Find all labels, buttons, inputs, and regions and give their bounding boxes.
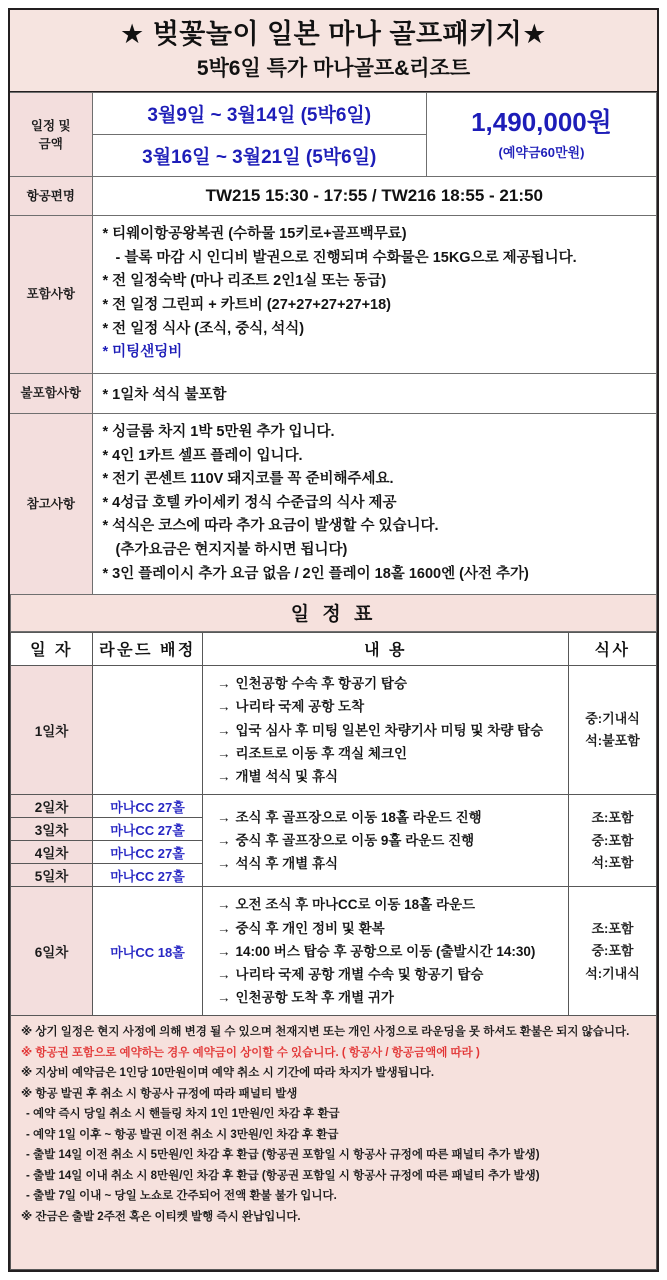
note-line: ※ 지상비 예약금은 1인당 10만원이며 예약 취소 시 기간에 따라 차지가 발생됩니다. <box>21 1067 435 1080</box>
content-line: → 리조트로 이동 후 객실 체크인 <box>217 745 407 761</box>
star-left-icon: ★ <box>119 19 145 49</box>
content-line: → 중식 후 개인 정비 및 환복 <box>217 920 385 936</box>
content-line: → 인천공항 도착 후 개별 귀가 <box>217 990 394 1006</box>
flight-value: TW215 15:30 - 17:55 / TW216 18:55 - 21:50 <box>92 177 657 216</box>
meal-line: 조:포함 <box>591 810 634 826</box>
column-header-meal: 식사 <box>569 633 657 666</box>
list-item: * 미팅샌딩비 <box>102 344 183 361</box>
list-item: * 전기 콘센트 110V 돼지코를 꼭 준비해주세요. <box>102 471 394 488</box>
column-header-round: 라운드 배정 <box>93 633 203 666</box>
label-notes: 참고사항 <box>10 413 92 594</box>
round-assignment: 마나CC 18홀 <box>93 887 203 1016</box>
title-block <box>10 10 657 92</box>
round-assignment: 마나CC 27홀 <box>93 864 203 887</box>
content-line: → 개별 석식 및 휴식 <box>217 769 339 785</box>
notes-list <box>92 413 657 594</box>
list-item: - 블록 마감 시 인디비 발권으로 진행되며 수화물은 15KG으로 제공됩니다. <box>115 249 577 266</box>
round-assignment <box>93 666 203 795</box>
note-line: ※ 상기 일정은 현지 사정에 의해 변경 될 수 있으며 천재지변 또는 개인 사정으로 라운딩을 못 하셔도 환불은 되지 않습니다. <box>21 1026 630 1039</box>
page-subtitle: 5박6일 특가 마나골프&리조트 <box>196 56 471 80</box>
schedule-band-title: 일 정 표 <box>10 595 657 632</box>
included-list <box>92 216 657 374</box>
table-row-notes <box>10 413 657 594</box>
day-meals <box>569 887 657 1016</box>
meal-line: 석:포함 <box>591 855 634 871</box>
list-item: * 4인 1카트 셀프 플레이 입니다. <box>102 447 303 464</box>
content-line: → 오전 조식 후 마나CC로 이동 18홀 라운드 <box>217 897 476 913</box>
meal-line: 중:포함 <box>591 943 634 959</box>
content-line: → 14:00 버스 탑승 후 공항으로 이동 (출발시간 14:30) <box>217 943 536 959</box>
list-item: * 전 일정 식사 (조식, 중식, 석식) <box>102 320 305 337</box>
table-row-excluded <box>10 373 657 413</box>
arrow-icon: → <box>217 833 231 849</box>
label-flight: 항공편명 <box>10 177 92 216</box>
arrow-icon: → <box>217 769 231 785</box>
table-row <box>11 887 657 1016</box>
table-row <box>11 666 657 795</box>
content-line: → 조식 후 골프장으로 이동 18홀 라운드 진행 <box>217 810 482 826</box>
arrow-icon: → <box>217 856 231 872</box>
label-schedule-amount <box>10 93 92 177</box>
arrow-icon: → <box>217 920 231 936</box>
date-option-2: 3월16일 ~ 3월21일 (5박6일) <box>92 135 427 177</box>
list-item: * 싱글룸 차지 1박 5만원 추가 입니다. <box>102 423 335 440</box>
day-label: 2일차 <box>11 795 93 818</box>
note-line: ※ 잔금은 출발 2주전 혹은 이티켓 발행 즉시 완납입니다. <box>21 1210 301 1223</box>
deposit-amount: (예약금60만원) <box>498 144 585 160</box>
meal-line: 중:포함 <box>591 832 634 848</box>
star-right-icon: ★ <box>522 19 548 49</box>
arrow-icon: → <box>217 943 231 959</box>
title-text: 벚꽃놀이 일본 마나 골프패키지 <box>152 19 523 49</box>
day-content <box>203 795 569 887</box>
round-assignment: 마나CC 27홀 <box>93 841 203 864</box>
list-item: * 티웨이항공왕복권 (수하물 15키로+골프백무료) <box>102 226 407 243</box>
table-row-flight <box>10 177 657 216</box>
day-meals <box>569 666 657 795</box>
excluded-value: * 1일차 석식 불포함 <box>92 373 657 413</box>
list-item: (추가요금은 현지지불 하시면 됩니다) <box>115 542 348 558</box>
round-assignment: 마나CC 27홀 <box>93 795 203 818</box>
day-content <box>203 666 569 795</box>
note-line: - 예약 1일 이후 ~ 항공 발권 이전 취소 시 3만원/인 차감 후 환급 <box>26 1128 339 1141</box>
table-row-included <box>10 216 657 374</box>
arrow-icon: → <box>217 990 231 1006</box>
content-line: → 나리타 국제 공항 도착 <box>217 699 365 715</box>
day-label: 1일차 <box>11 666 93 795</box>
list-item: * 석식은 코스에 따라 추가 요금이 발생할 수 있습니다. <box>102 518 439 535</box>
column-header-content: 내 용 <box>203 633 569 666</box>
list-item: * 전 일정숙박 (마나 리조트 2인1실 또는 동급) <box>102 273 387 290</box>
meal-line: 조:포함 <box>591 920 634 936</box>
page-title <box>14 18 653 51</box>
content-line: → 석식 후 개별 휴식 <box>217 856 339 872</box>
content-line: → 입국 심사 후 미팅 일본인 차량기사 미팅 및 차량 탑승 <box>217 722 544 738</box>
price-amount: 1,490,000원 <box>471 107 612 138</box>
list-item: * 3인 플레이시 추가 요금 없음 / 2인 플레이 18홀 1600엔 (사전 추가) <box>102 565 529 582</box>
table-row-schedule-price <box>10 93 657 135</box>
day-meals <box>569 795 657 887</box>
date-option-1: 3월9일 ~ 3월14일 (5박6일) <box>92 93 427 135</box>
arrow-icon: → <box>217 699 231 715</box>
info-table <box>10 92 657 595</box>
day-label: 3일차 <box>11 818 93 841</box>
column-header-day: 일 자 <box>11 633 93 666</box>
arrow-icon: → <box>217 897 231 913</box>
note-line: - 출발 14일 이전 취소 시 5만원/인 차감 후 환급 (항공권 포함일 시 항공사 규정에 따른 패널티 추가 발생) <box>26 1149 540 1162</box>
table-row <box>11 795 657 818</box>
note-line: ※ 항공 발권 후 취소 시 항공사 규정에 따라 패널티 발생 <box>21 1087 298 1100</box>
arrow-icon: → <box>217 967 231 982</box>
label-included: 포함사항 <box>10 216 92 374</box>
footer-notes <box>10 1016 657 1270</box>
label-schedule-line2: 금액 <box>38 136 63 151</box>
arrow-icon: → <box>217 745 231 761</box>
flyer-frame <box>8 8 659 1272</box>
day-label: 5일차 <box>11 864 93 887</box>
arrow-icon: → <box>217 722 231 738</box>
day-label: 4일차 <box>11 841 93 864</box>
note-line: ※ 항공권 포함으로 예약하는 경우 예약금이 상이할 수 있습니다. ( 항공사 / 항공금액에 따라 ) <box>21 1046 480 1059</box>
meal-line: 석:기내식 <box>585 965 640 981</box>
price-cell <box>427 93 657 177</box>
note-line: - 출발 7일 이내 ~ 당일 노쇼로 간주되어 전액 환불 불가 입니다. <box>26 1190 337 1203</box>
content-line: → 나리타 국제 공항 개별 수속 및 항공기 탑승 <box>217 967 484 982</box>
day-label: 6일차 <box>11 887 93 1016</box>
meal-line: 중:기내식 <box>585 710 640 726</box>
meal-line: 석:불포함 <box>585 733 640 749</box>
round-assignment: 마나CC 27홀 <box>93 818 203 841</box>
day-content <box>203 887 569 1016</box>
content-line: → 인천공항 수속 후 항공기 탑승 <box>217 676 407 692</box>
label-excluded: 불포함사항 <box>10 373 92 413</box>
arrow-icon: → <box>217 676 231 692</box>
content-line: → 중식 후 골프장으로 이동 9홀 라운드 진행 <box>217 833 475 849</box>
schedule-header-row <box>11 633 657 666</box>
note-line: - 출발 14일 이내 취소 시 8만원/인 차감 후 환급 (항공권 포함일 시 항공사 규정에 따른 패널티 추가 발생) <box>26 1169 540 1182</box>
arrow-icon: → <box>217 810 231 826</box>
list-item: * 4성급 호텔 카이세키 정식 수준급의 식사 제공 <box>102 494 397 511</box>
list-item: * 전 일정 그린피 + 카트비 (27+27+27+27+18) <box>102 297 392 313</box>
label-schedule-line1: 일정 및 <box>30 118 71 133</box>
note-line: - 예약 즉시 당일 취소 시 핸들링 차지 1인 1만원/인 차감 후 환급 <box>26 1108 340 1121</box>
schedule-table <box>10 632 657 1016</box>
